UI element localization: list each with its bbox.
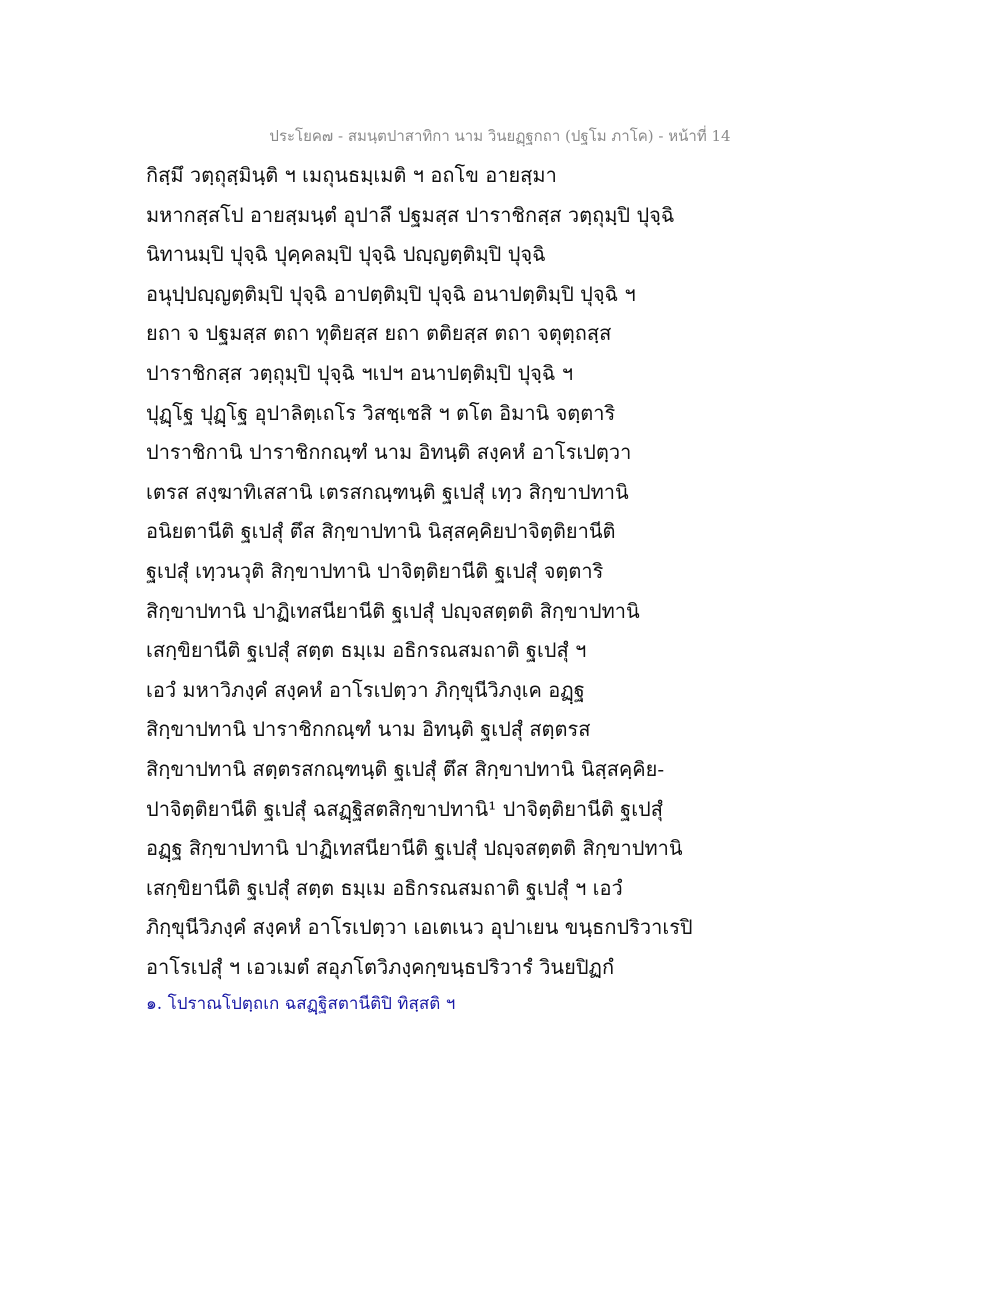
body-text — [146, 160, 866, 991]
text-line: นิทานมฺปิ ปุจฺฉิ ปุคฺคลมฺปิ ปุจฺฉิ ปญฺญตฺติมฺปิ ปุจฺฉิ — [146, 242, 546, 267]
text-line: เตรส สงฺฆาทิเสสานิ เตรสกณฺฑนฺติ ฐเปสุํ เทฺว สิกฺขาปทานิ — [146, 479, 629, 504]
text-line: อาโรเปสุํ ฯ เอวเมตํ สอุภโตวิภงฺคกฺขนฺธปริวารํ วินยปิฏกํ — [146, 954, 615, 979]
text-line: สิกฺขาปทานิ ปาราชิกกณฺฑํ นาม อิทนฺติ ฐเปสุํ สตฺตรส — [146, 717, 591, 742]
text-line: ภิกฺขุนีวิภงฺคํ สงฺคหํ อาโรเปตฺวา เอเตเนว อุปาเยน ขนฺธกปริวาเรปิ — [146, 915, 693, 940]
page-header: ประโยค๗ - สมนฺตปาสาทิกา นาม วินยฏฺฐกถา (ปฐโม ภาโค) - หน้าที่ 14 — [269, 127, 731, 145]
text-line: อนิยตานีติ ฐเปสุํ ตึส สิกฺขาปทานิ นิสฺสคฺคิยปาจิตฺติยานีติ — [146, 519, 616, 544]
text-line: กิสฺมึ วตฺถุสฺมินฺติ ฯ เมถุนธมฺเมติ ฯ อถโข อายสฺมา — [146, 163, 557, 187]
text-line: เสกฺขิยานีติ ฐเปสุํ สตฺต ธมฺเม อธิกรณสมถาติ ฐเปสุํ ฯ — [146, 638, 587, 663]
text-line: อนุปฺปญฺญตฺติมฺปิ ปุจฺฉิ อาปตฺติมฺปิ ปุจฺฉิ อนาปตฺติมฺปิ ปุจฺฉิ ฯ — [146, 281, 636, 306]
footnote: ๑. โปราณโปตฺถเก ฉสฏฺฐิสตานีติปิ ทิสฺสติ ฯ — [146, 994, 456, 1014]
text-line: ปาจิตฺติยานีติ ฐเปสุํ ฉสฏฺฐิสตสิกฺขาปทานิ¹ ปาจิตฺติยานีติ ฐเปสุํ — [146, 796, 663, 821]
text-line: มหากสฺสโป อายสฺมนฺตํ อุปาลึ ปฐมสฺส ปาราชิกสฺส วตฺถุมฺปิ ปุจฺฉิ — [146, 202, 675, 227]
text-line: สิกฺขาปทานิ สตฺตรสกณฺฑนฺติ ฐเปสุํ ตึส สิกฺขาปทานิ นิสฺสคฺคิย- — [146, 756, 665, 781]
text-line: อฏฺฐ สิกฺขาปทานิ ปาฏิเทสนียานีติ ฐเปสุํ ปญฺจสตฺตติ สิกฺขาปทานิ — [146, 836, 683, 861]
text-line: ยถา จ ปฐมสฺส ตถา ทุติยสฺส ยถา ตติยสฺส ตถา จตุตฺถสฺส — [146, 321, 612, 346]
text-line: ฐเปสุํ เทฺวนวุติ สิกฺขาปทานิ ปาจิตฺติยานีติ ฐเปสุํ จตฺตาริ — [146, 558, 604, 583]
text-line: ปาราชิกานิ ปาราชิกกณฺฑํ นาม อิทนฺติ สงฺคหํ อาโรเปตฺวา — [146, 440, 632, 465]
text-line: สิกฺขาปทานิ ปาฏิเทสนียานีติ ฐเปสุํ ปญฺจสตฺตติ สิกฺขาปทานิ — [146, 598, 640, 623]
text-line: ปาราชิกสฺส วตฺถุมฺปิ ปุจฺฉิ ฯเปฯ อนาปตฺติมฺปิ ปุจฺฉิ ฯ — [146, 360, 574, 385]
text-line: เสกฺขิยานีติ ฐเปสุํ สตฺต ธมฺเม อธิกรณสมถาติ ฐเปสุํ ฯ เอวํ — [146, 875, 623, 900]
text-line: เอวํ มหาวิภงฺคํ สงฺคหํ อาโรเปตฺวา ภิกฺขุนีวิภงฺเค อฏฺฐ — [146, 677, 585, 702]
text-line: ปุฏฺโฐ ปุฏฺโฐ อุปาลิตฺเถโร วิสชฺเชสิ ฯ ตโต อิมานิ จตฺตาริ — [146, 400, 616, 425]
